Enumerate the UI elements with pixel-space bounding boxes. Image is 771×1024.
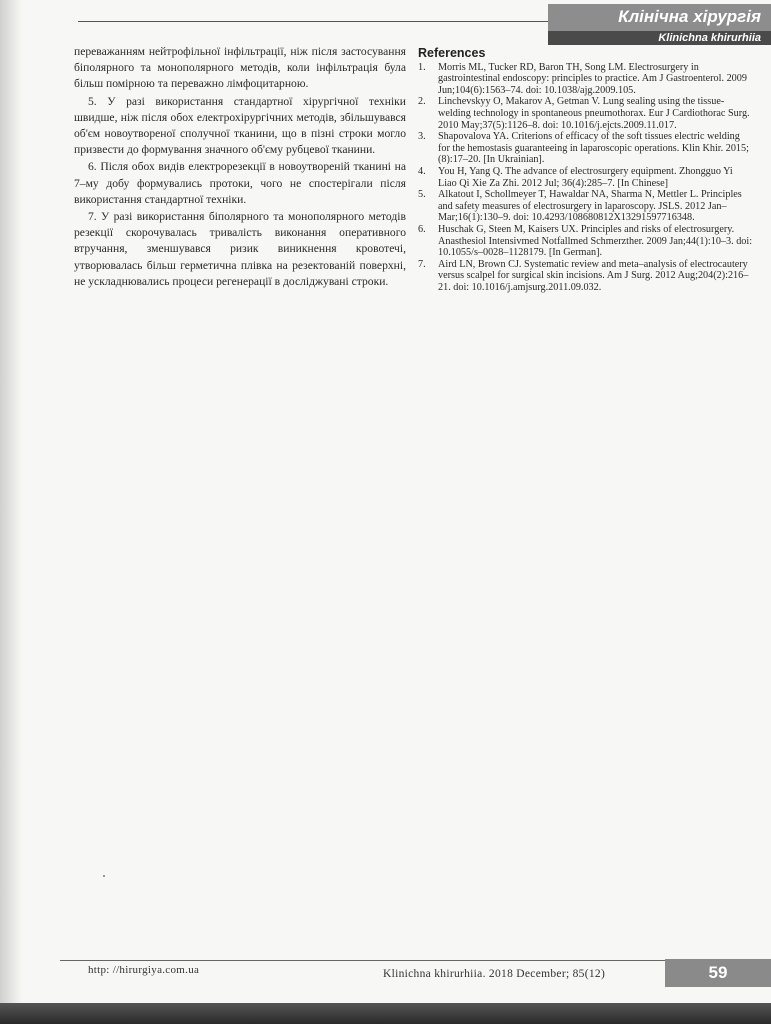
reference-text: Huschak G, Steen M, Kaisers UX. Principles and risks of electrosurgery. Anasthesiol Intensivmed Notfallmed Schmerzther. 2009 Jan;44(1):10–3. doi: 10.1055/s–0028–1128179. [In German]. <box>438 223 753 259</box>
reference-text: Morris ML, Tucker RD, Baron TH, Song LM. Electrosurgery in gastrointestinal endoscopy: principles to practice. Am J Gastroenterol. 2009 Jun;104(6):1563–74. doi: 10.1038/ajg.2009.105. <box>438 61 747 96</box>
references-list <box>418 62 753 294</box>
page-number: 59 <box>708 963 728 982</box>
footer-website-link[interactable]: http: //hirurgiya.com.ua <box>88 964 200 976</box>
reference-number: 3. <box>418 131 426 143</box>
footer-rule <box>60 960 666 961</box>
footer-journal-citation: Klinichna khirurhiia. 2018 December; 85(12) <box>383 968 606 980</box>
reference-item <box>418 131 753 166</box>
references-column <box>418 48 753 293</box>
reference-number: 2. <box>418 96 426 108</box>
conclusion-paragraph: 5. У разі використання стандартної хірургічної техніки швидше, ніж після обох електрохірургічних методів, збільшувався об'єм новоутвореної сполучної тканини, що в пізні строки могло призвести до формування значного об'єму рубцевої тканини. <box>74 94 406 157</box>
reference-item <box>418 62 753 97</box>
reference-item <box>418 224 753 259</box>
reference-item <box>418 96 753 131</box>
conclusion-paragraph: переважанням нейтрофільної інфільтрації, ніж після застосування біполярного та монополярного методів, коли інфільтрація була більш помірною та переважно лімфоцитарною. <box>74 45 406 91</box>
journal-title: Клінічна хірургія <box>618 7 761 26</box>
journal-subtitle: Klinichna khirurhiia <box>658 32 761 44</box>
reference-item <box>418 189 753 224</box>
reference-number: 1. <box>418 61 426 73</box>
reference-number: 6. <box>418 223 426 235</box>
reference-number: 7. <box>418 258 426 270</box>
page-number-box <box>665 959 771 987</box>
reference-item <box>418 166 753 189</box>
reference-number: 4. <box>418 165 426 177</box>
reference-text: Alkatout I, Schollmeyer T, Hawaldar NA, Sharma N, Mettler L. Principles and safety measures of electrosurgery in laparoscopy. JSLS. 2012 Jan–Mar;16(1):130–9. doi: 10.4293/108680812X13291597716348. <box>438 189 742 224</box>
conclusions-column <box>74 44 406 290</box>
header-title-band <box>548 4 771 31</box>
reference-text: Aird LN, Brown CJ. Systematic review and meta–analysis of electrocautery versus scalpel for surgical skin incisions. Am J Surg. 2012 Aug;204(2):216–21. doi: 10.1016/j.amjsurg.2011.09.032. <box>438 258 749 293</box>
conclusion-paragraph: 7. У разі використання біполярного та монополярного методів резекції скорочувалась тривалість виконання оперативного втручання, зменшувався ризик виникнення кровотечі, утворювалась більш герметична плівка на резектованій поверхні, не ускладнювались процеси регенерації в досліджувані строки. <box>74 210 406 288</box>
reference-item <box>418 259 753 294</box>
header-rule <box>78 21 548 22</box>
scan-speck <box>103 875 105 877</box>
scanner-edge <box>0 1003 771 1024</box>
references-heading: References <box>418 46 486 60</box>
header-subtitle-band <box>548 31 771 45</box>
conclusion-paragraph: 6. Після обох видів електрорезекції в новоутвореній тканині на 7–му добу формувались протоки, чого не спостерігали після використання стандартної техніки. <box>74 160 406 206</box>
reference-text: Linchevskyy O, Makarov A, Getman V. Lung sealing using the tissue-welding technology in spontaneous pneumothorax. Eur J Cardiothorac Surg. 2010 May;37(5):1126–8. doi: 10.1016/j.ejcts.2009.11.017. <box>438 96 750 131</box>
reference-text: Shapovalova YA. Criterions of efficacy of the soft tissues electric welding for the hemostasis guaranteeing in laparoscopic operations. Klin Khir. 2015;(8):17–20. [In Ukrainian]. <box>438 131 749 166</box>
reference-text: You H, Yang Q. The advance of electrosurgery equipment. Zhongguo Yi Liao Qi Xie Za Zhi. 2012 Jul; 36(4):285–7. [In Chinese] <box>438 165 733 189</box>
page-spine-shadow <box>0 0 22 1003</box>
reference-number: 5. <box>418 189 426 201</box>
